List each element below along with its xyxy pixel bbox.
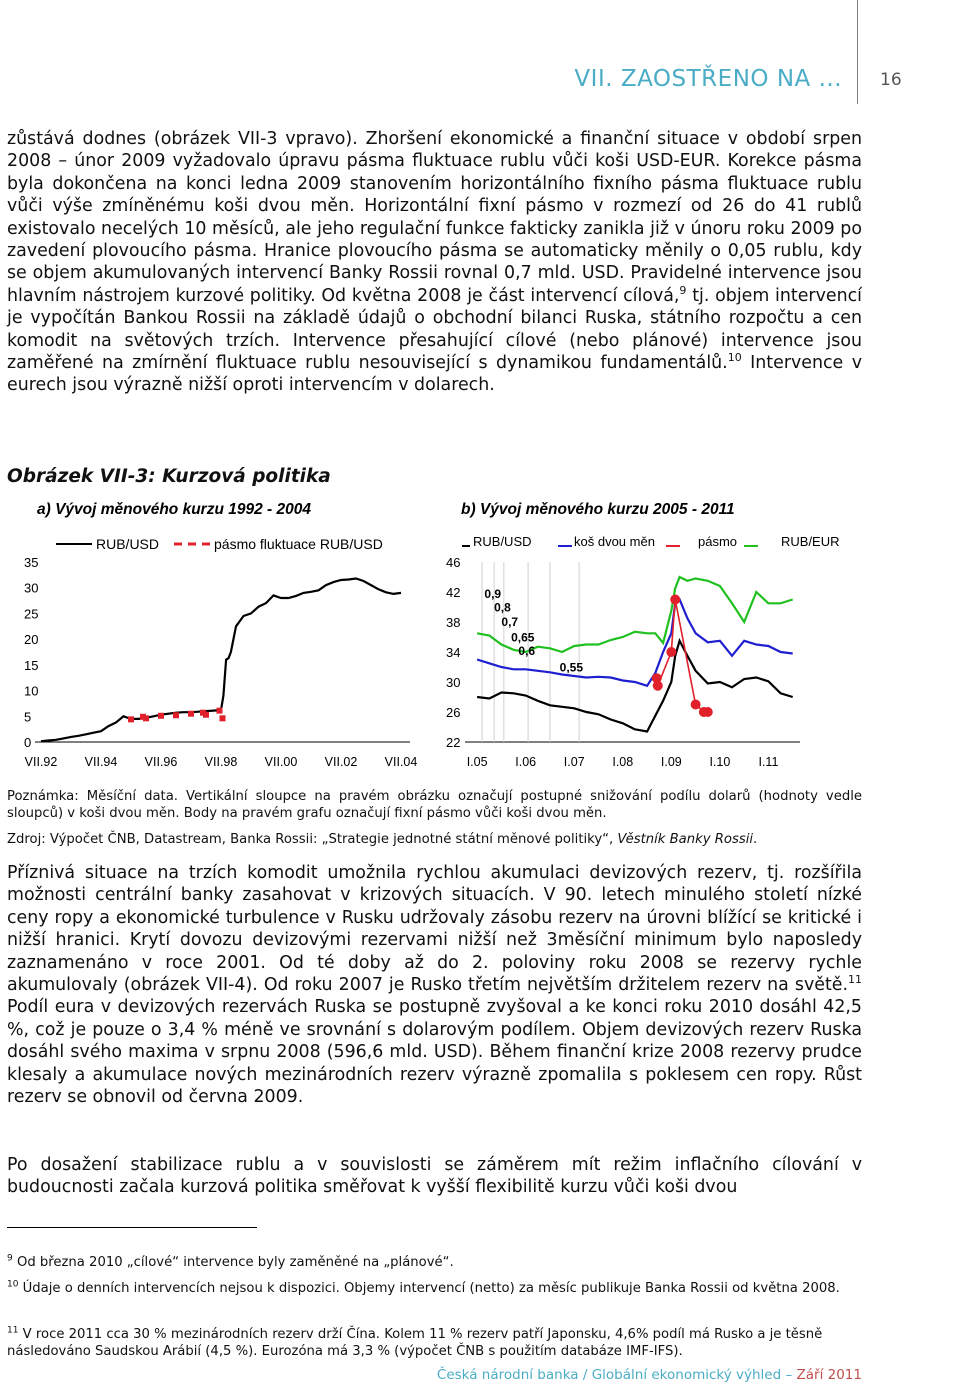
- footnote-11-num: 11: [7, 1325, 19, 1336]
- header-divider: [857, 0, 858, 104]
- chart-a-title: a) Vývoj měnového kurzu 1992 - 2004: [37, 501, 311, 518]
- paragraph-2: [7, 862, 862, 1108]
- chartB-ytick-label: 22: [446, 735, 461, 750]
- chartA-ytick-label: 35: [24, 555, 39, 570]
- chartB-xtick-label: I.09: [660, 755, 682, 769]
- chartB-ytick-label: 30: [446, 675, 461, 690]
- legend-rub-usd-label: RUB/USD: [96, 536, 160, 552]
- band-marker: [203, 712, 209, 718]
- footer-text: Česká národní banka / Globální ekonomický výhled –: [436, 1367, 797, 1383]
- chartA-ytick-label: 0: [24, 735, 32, 750]
- chartB-xtick-label: I.07: [563, 755, 585, 769]
- band-marker: [217, 708, 223, 714]
- chartA-xtick-label: VII.92: [24, 755, 58, 769]
- page-footer: [437, 1367, 862, 1383]
- chartA-ytick-label: 25: [24, 606, 39, 622]
- band-point: [653, 681, 663, 691]
- footnote-9: [7, 1254, 862, 1271]
- band-marker: [143, 715, 149, 721]
- chartA-ytick-label: 30: [24, 580, 39, 596]
- page-number: 16: [880, 70, 902, 90]
- footnote-ref-11[interactable]: 11: [848, 973, 862, 987]
- chartA-ytick-label: 15: [24, 657, 39, 673]
- chartB-xtick-label: I.06: [515, 755, 537, 769]
- p1-text-b: tj. objem intervencí je vypočítán Bankou Rossii na základě údajů o obchodní bilanci Ruska, státního rozpočtu a cen komodit na světových trzích. Intervence přesahující cílové (nebo plánové) intervence jsou zaměřené na zmírnění fluktuace rublu nesouvisející s dynamikou fundamentálů.: [7, 285, 862, 374]
- source-journal: Věstník Banky Rossii: [617, 832, 754, 847]
- chartA-xtick-label: VII.98: [204, 755, 238, 769]
- chartB-xtick-label: I.10: [709, 755, 731, 769]
- chartB-ytick-label: 42: [446, 585, 461, 600]
- band-marker: [220, 715, 226, 721]
- footnote-11-text: V roce 2011 cca 30 % mezinárodních rezerv drží Čína. Kolem 11 % rezerv patří Japonsku, 4,6% podíl má Rusko a je těsně následováno Saudskou Arábií (4,5 %). Eurozóna má 3,3 % (výpočet ČNB s použitím databáze IMF-IFS).: [7, 1327, 823, 1359]
- footnote-11: [7, 1326, 862, 1360]
- footnote-9-num: 9: [7, 1253, 13, 1264]
- legend-rub-usd-label: RUB/USD: [473, 534, 532, 549]
- footnote-9-text: Od března 2010 „cílové“ intervence byly zaměněné na „plánové“.: [16, 1255, 454, 1270]
- band-marker: [188, 711, 194, 717]
- chart-a-axes: [24, 555, 417, 769]
- weight-annotation: 0,8: [494, 600, 511, 615]
- chartB-ytick-label: 46: [446, 555, 461, 570]
- chart-b: [440, 494, 860, 784]
- figure-title: Obrázek VII-3: Kurzová politika: [7, 466, 331, 487]
- paragraph-1: [7, 128, 862, 397]
- chartA-xtick-label: VII.02: [324, 755, 358, 769]
- footnote-ref-10[interactable]: 10: [727, 351, 742, 365]
- paragraph-3: Po dosažení stabilizace rublu a v souvislosti se záměrem mít režim inflačního cílování v budoucnosti začala kurzová politika směřovat k vyšší flexibilitě kurzu vůči koši dvou: [7, 1155, 862, 1198]
- weight-annotation: 0,55: [559, 660, 584, 675]
- chartB-xtick-label: I.08: [612, 755, 634, 769]
- weight-annotation: 0,65: [511, 630, 535, 645]
- band-point: [670, 595, 680, 605]
- figure-note: Poznámka: Měsíční data. Vertikální sloupce na pravém obrázku označují postupné snižování podílu dolarů (hodnoty vedle sloupců) v koši dvou měn. Body na pravém grafu označují fixní pásmo vůči koši dvou měn.: [7, 789, 862, 821]
- legend-basket-label: koš dvou měn: [574, 534, 655, 549]
- band-point: [703, 707, 713, 717]
- page-header: [0, 0, 960, 104]
- chartA-xtick-label: VII.00: [264, 755, 298, 769]
- footnote-ref-9[interactable]: 9: [679, 284, 687, 298]
- chart-b-title: b) Vývoj měnového kurzu 2005 - 2011: [461, 501, 735, 518]
- p1-text-a: zůstává dodnes (obrázek VII-3 vpravo). Zhoršení ekonomické a finanční situace v období srpen 2008 – únor 2009 vyžadovalo úpravu pásma fluktuace rublu vůči koši USD-EUR. Korekce pásma byla dokončena na konci ledna 2009 stanovením horizontálního fixního pásma fluktuace rublu vůči výše zmíněnému koši dvou měn. Horizontální fixní pásmo v rozmezí od 26 do 41 rublů existovalo necelých 10 měsíců, ale jeho regulační funkce fakticky zanikla již v únoru roku 2009 po zavedení plovoucího pásma. Hranice plovoucího pásma se automaticky měnily o 0,05 rublu, kdy se objem akumulovaných intervencí Banky Rossii rovnal 0,7 mld. USD. Pravidelné intervence jsou hlavním nástrojem kurzové politiky. Od května 2008 je část intervencí cílová,: [7, 129, 862, 306]
- source-prefix: Zdroj: Výpočet ČNB, Datastream, Banka Rossii: „Strategie jednotné státní měnové politiky“,: [7, 832, 618, 847]
- p2-text-a: Příznivá situace na trzích komodit umožnila rychlou akumulaci devizových rezerv, tj. rozšířila možnosti centrální banky zasahovat v krizových situacích. V 90. letech minulého století nízké ceny ropy a ekonomické turbulence v Rusku udržovaly zásobu rezerv na úrovni blížící se kritické i nižší hranici. Krytí dovozu devizovými rezervami nižší než 3měsíční minimum bylo naposledy zaznamenáno v roce 2001. Od té doby až do 2. poloviny roku 2008 se rezervy rychle akumulovaly (obrázek VII-4). Od roku 2007 je Rusko třetím největším držitelem rezerv na světě.: [7, 863, 862, 996]
- chartB-ytick-label: 26: [446, 705, 461, 720]
- footnote-10: [7, 1280, 862, 1297]
- chartB-xtick-label: I.11: [758, 755, 779, 769]
- band-marker: [128, 716, 134, 722]
- chart-b-legend: [462, 534, 840, 549]
- legend-rub-eur-label: RUB/EUR: [781, 534, 840, 549]
- footnote-divider: [7, 1227, 257, 1228]
- chartA-xtick-label: VII.04: [384, 755, 418, 769]
- figure-source: [7, 831, 862, 848]
- source-suffix: .: [753, 832, 758, 847]
- chart-b-annotations: [484, 587, 583, 675]
- band-marker: [158, 713, 164, 719]
- footnote-10-text: Údaje o denních intervencích nejsou k dispozici. Objemy intervencí (netto) za měsíc publikuje Banka Rossii od května 2008.: [22, 1281, 840, 1296]
- chartA-ytick-label: 5: [24, 709, 32, 725]
- legend-band-label: pásmo fluktuace RUB/USD: [214, 536, 383, 552]
- chart-a: [0, 494, 440, 784]
- weight-annotation: 0,6: [518, 644, 536, 658]
- p1-text-c: Intervence v eurech jsou výrazně nižší oproti intervencím v dolarech.: [7, 353, 862, 396]
- footnote-10-num: 10: [7, 1279, 19, 1290]
- footer-date: Září 2011: [796, 1367, 862, 1383]
- chartB-ytick-label: 34: [446, 645, 461, 660]
- p2-text-b: Podíl eura v devizových rezervách Ruska se postupně zvyšoval a ke konci roku 2010 dosáhl 42,5 %, což je pouze o 3,4 % méně ve srovnání s dolarovým podílem. Objem devizových rezerv Ruska dosáhl svého maxima v srpnu 2008 (596,6 mld. USD). Během finanční krize 2008 rezervy prudce klesaly a akumulace nových mezinárodních rezerv výrazně zpomalila s poklesem cen ropy. Růst rezerv se obnovil od června 2009.: [7, 997, 862, 1108]
- chartA-xtick-label: VII.96: [144, 755, 178, 769]
- chartA-xtick-label: VII.94: [84, 755, 118, 769]
- chartB-ytick-label: 38: [446, 615, 461, 630]
- weight-annotation: 0,9: [484, 587, 502, 601]
- band-marker: [173, 712, 179, 718]
- chartA-ytick-label: 20: [24, 632, 39, 648]
- legend-band-label: pásmo: [698, 534, 738, 549]
- band-point: [666, 647, 676, 657]
- chartA-ytick-label: 10: [24, 683, 39, 699]
- weight-annotation: 0,7: [501, 614, 519, 629]
- section-title: VII. ZAOSTŘENO NA ...: [574, 66, 842, 92]
- band-point: [691, 700, 701, 710]
- chart-a-legend: [56, 536, 383, 552]
- chart-a-plot: [41, 579, 401, 742]
- chartB-xtick-label: I.05: [466, 755, 488, 769]
